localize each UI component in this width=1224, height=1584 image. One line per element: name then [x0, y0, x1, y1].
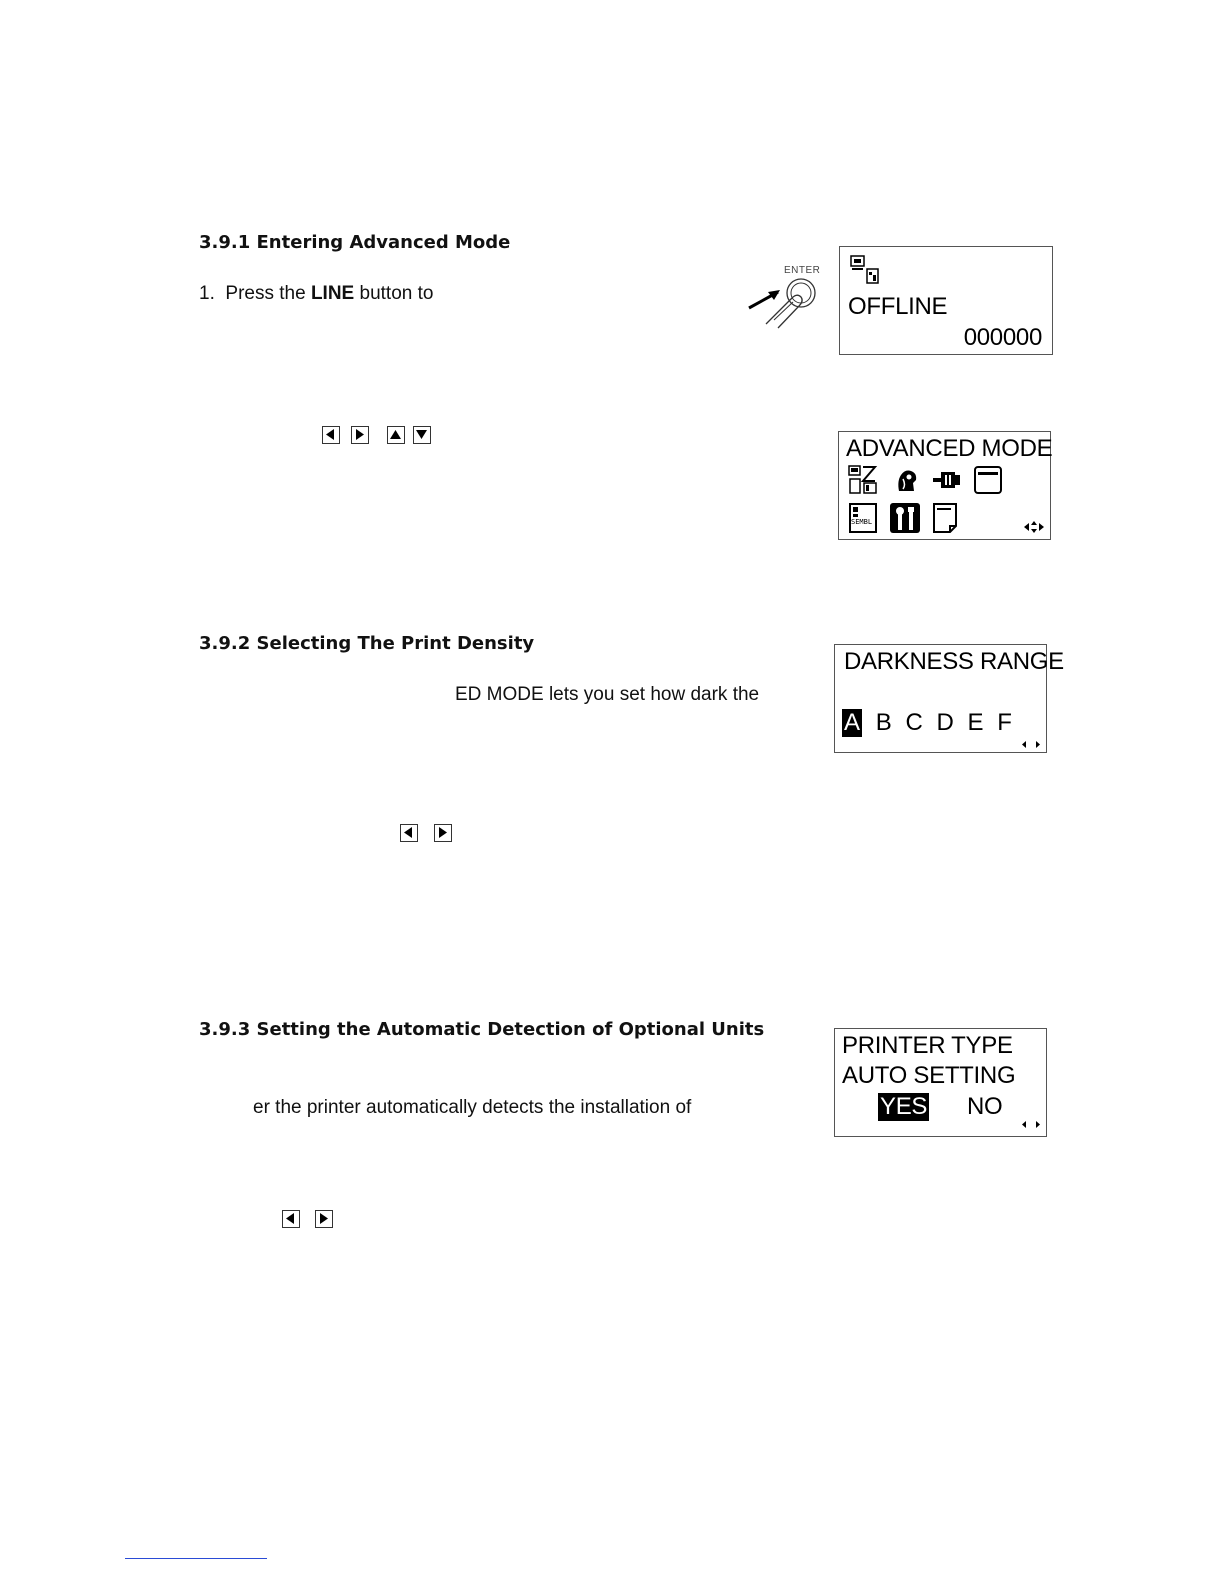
density-description: ED MODE lets you set how dark the — [455, 684, 760, 705]
label-document-icon — [932, 502, 962, 534]
left-right-arrow-icon — [1021, 740, 1041, 749]
lcd-offline-screen — [839, 246, 1053, 355]
footer-divider — [125, 1558, 267, 1559]
step-1-prefix: 1. Press the — [199, 283, 311, 304]
operator-head-icon — [891, 465, 921, 495]
finger-press-icon — [744, 262, 824, 332]
lcd-advanced-title: ADVANCED MODE — [846, 435, 1053, 462]
left-right-arrow-icon — [1021, 1120, 1041, 1129]
lcd-offline-status: OFFLINE — [848, 293, 948, 320]
lcd-printer-type-line2: AUTO SETTING — [842, 1062, 1016, 1089]
four-way-arrow-icon — [1023, 521, 1045, 533]
online-status-icon — [850, 255, 880, 285]
online-setting-icon — [848, 465, 878, 495]
line-button-label: LINE — [310, 283, 355, 304]
darkness-option-a: A — [844, 709, 860, 736]
lcd-printer-type-screen — [834, 1028, 1047, 1137]
lcd-printer-type-line1: PRINTER TYPE — [842, 1032, 1013, 1059]
up-arrow-button-icon — [387, 426, 405, 444]
option-no: NO — [967, 1093, 1003, 1120]
right-arrow-button-icon — [434, 824, 452, 842]
printer-unit-icon — [973, 465, 1003, 495]
lcd-darkness-range-screen — [834, 644, 1064, 753]
lcd-darkness-title: DARKNESS RANGE — [844, 648, 1064, 675]
step-1-suffix: button to — [354, 283, 434, 304]
sembl-label: SEMBL — [851, 518, 873, 526]
option-yes-selected: YES — [880, 1093, 928, 1120]
darkness-option-e: E — [967, 709, 984, 736]
enter-button-illustration — [744, 262, 824, 332]
down-arrow-button-icon — [413, 426, 431, 444]
autodetect-description: er the printer automatically detects the installation of — [253, 1097, 692, 1118]
step-1-text — [199, 283, 433, 305]
darkness-options — [842, 709, 1012, 737]
lcd-advanced-mode-screen — [838, 431, 1051, 540]
lcd-offline-counter: 000000 — [963, 324, 1042, 351]
right-arrow-button-icon — [351, 426, 369, 444]
darkness-option-c: C — [905, 709, 923, 736]
darkness-option-d: D — [936, 709, 954, 736]
left-arrow-button-icon — [282, 1210, 300, 1228]
right-arrow-button-icon — [315, 1210, 333, 1228]
darkness-option-b: B — [875, 709, 892, 736]
section-heading-3-9-2: 3.9.2 Selecting The Print Density — [199, 633, 535, 654]
interface-plug-icon — [931, 468, 963, 492]
section-heading-3-9-3: 3.9.3 Setting the Automatic Detection of Optional Units — [199, 1019, 765, 1040]
enter-label: ENTER — [784, 265, 821, 276]
left-arrow-button-icon — [400, 824, 418, 842]
maintenance-tools-icon — [889, 502, 921, 534]
left-arrow-button-icon — [322, 426, 340, 444]
section-heading-3-9-1: 3.9.1 Entering Advanced Mode — [199, 232, 511, 253]
darkness-option-f: F — [997, 709, 1012, 736]
